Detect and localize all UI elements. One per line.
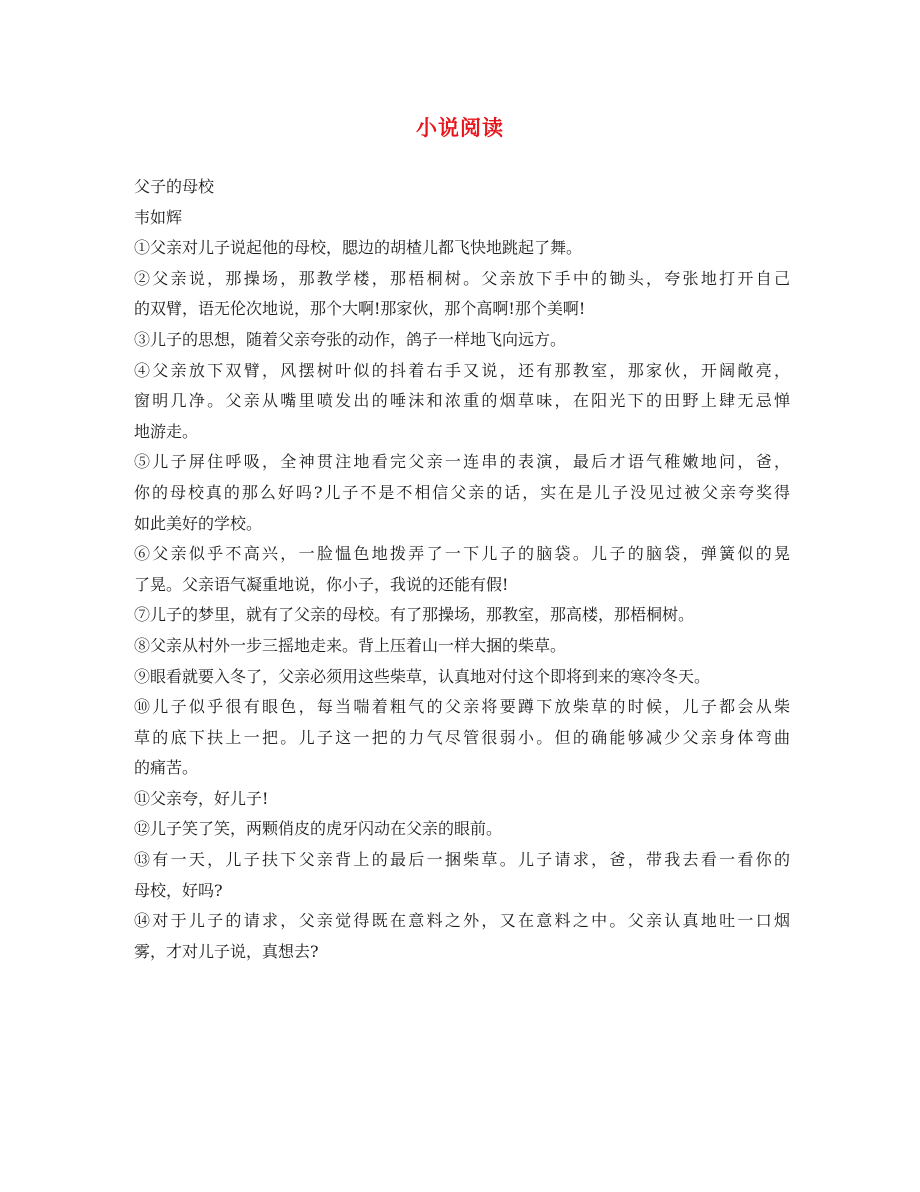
paragraph-line: 如此美好的学校。 xyxy=(134,513,263,533)
paragraph-line: ④父亲放下双臂，风摆树叶似的抖着右手又说，还有那教室，那家伙，开阔敞亮， xyxy=(134,360,790,380)
story-body xyxy=(134,172,790,967)
paragraph-line: ⑪父亲夸，好儿子! xyxy=(134,788,269,808)
paragraph-line: ⑦儿子的梦里，就有了父亲的母校。有了那操场，那教室，那高楼，那梧桐树。 xyxy=(134,605,695,625)
paragraph-line: ⑩儿子似乎很有眼色，每当喘着粗气的父亲将要蹲下放柴草的时候，儿子都会从柴 xyxy=(134,697,790,717)
paragraph-line: ⑤儿子屏住呼吸，全神贯注地看完父亲一连串的表演，最后才语气稚嫩地问，爸， xyxy=(134,452,790,472)
paragraph-line: ②父亲说，那操场，那教学楼，那梧桐树。父亲放下手中的锄头，夸张地打开自己 xyxy=(134,268,790,288)
paragraph-line: 地游走。 xyxy=(134,421,199,441)
paragraph-line: ⑨眼看就要入冬了，父亲必须用这些柴草，认真地对付这个即将到来的寒冷冬天。 xyxy=(134,666,711,686)
paragraph-line: ①父亲对儿子说起他的母校，腮边的胡楂儿都飞快地跳起了舞。 xyxy=(134,238,583,258)
paragraph-line: ⑧父亲从村外一步三摇地走来。背上压着山一样大捆的柴草。 xyxy=(134,635,567,655)
paragraph-line: 雾，才对儿子说，真想去? xyxy=(134,941,319,961)
paragraph-line: ⑥父亲似乎不高兴，一脸愠色地拨弄了一下儿子的脑袋。儿子的脑袋，弹簧似的晃 xyxy=(134,544,790,564)
paragraph-line: 你的母校真的那么好吗?儿子不是不相信父亲的话，实在是儿子没见过被父亲夸奖得 xyxy=(134,482,790,502)
author-name: 韦如辉 xyxy=(134,207,183,227)
paragraph-line: 的双臂，语无伦次地说，那个大啊!那家伙，那个高啊!那个美啊! xyxy=(134,299,586,319)
paragraph-line: ③儿子的思想，随着父亲夸张的动作，鸽子一样地飞向远方。 xyxy=(134,329,567,349)
story-title: 父子的母校 xyxy=(134,177,215,196)
paragraph-line: ⑫儿子笑了笑，两颗俏皮的虎牙闪动在父亲的眼前。 xyxy=(134,819,503,839)
paragraph-line: 草的底下扶上一把。儿子这一把的力气尽管很弱小。但的确能够减少父亲身体弯曲 xyxy=(134,727,790,747)
paragraph-line: ⑭对于儿子的请求，父亲觉得既在意料之外，又在意料之中。父亲认真地吐一口烟 xyxy=(134,911,790,931)
paragraph-line: 母校，好吗? xyxy=(134,880,223,900)
paragraph-line: 窗明几净。父亲从嘴里喷发出的唾沫和浓重的烟草味，在阳光下的田野上肆无忌惮 xyxy=(134,391,790,411)
paragraph-line: 的痛苦。 xyxy=(134,758,199,778)
page-title: 小说阅读 xyxy=(416,115,504,140)
paragraph-line: ⑬有一天，儿子扶下父亲背上的最后一捆柴草。儿子请求，爸，带我去看一看你的 xyxy=(134,850,790,870)
paragraph-line: 了晃。父亲语气凝重地说，你小子，我说的还能有假! xyxy=(134,574,509,594)
